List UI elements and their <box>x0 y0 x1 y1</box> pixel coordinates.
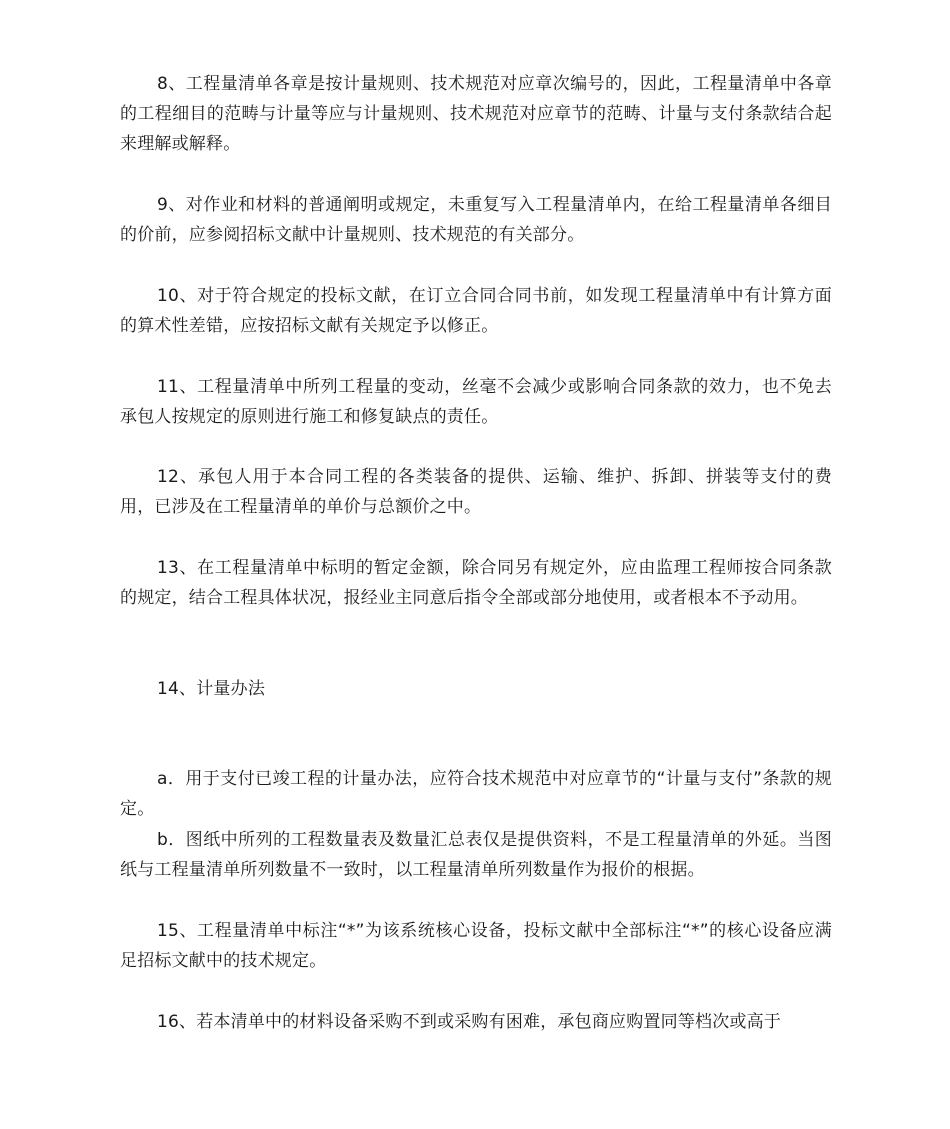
paragraph-item-14b: b．图纸中所列的工程数量表及数量汇总表仅是提供资料，不是工程量清单的外延。当图纸与工程量清单所列数量不一致时，以工程量清单所列数量作为报价的根据。 <box>120 830 832 880</box>
paragraph-item-14-heading: 14、计量办法 <box>157 679 266 699</box>
paragraph-item-11: 11、工程量清单中所列工程量的变动，丝毫不会减少或影响合同条款的效力，也不免去承包人按规定的原则进行施工和修复缺点的责任。 <box>120 377 832 427</box>
paragraph-item-9: 9、对作业和材料的普通阐明或规定，未重复写入工程量清单内，在给工程量清单各细目的价前，应参阅招标文献中计量规则、技术规范的有关部分。 <box>120 195 832 245</box>
paragraph-item-13: 13、在工程量清单中标明的暂定金额，除合同另有规定外，应由监理工程师按合同条款的规定，结合工程具体状况，报经业主同意后指令全部或部分地使用，或者根本不予动用。 <box>120 558 832 608</box>
paragraph-item-12: 12、承包人用于本合同工程的各类装备的提供、运输、维护、拆卸、拼装等支付的费用，已涉及在工程量清单的单价与总额价之中。 <box>120 467 832 517</box>
paragraph-item-10: 10、对于符合规定的投标文献，在订立合同合同书前，如发现工程量清单中有计算方面的算术性差错，应按招标文献有关规定予以修正。 <box>120 286 832 336</box>
paragraph-item-14a: a．用于支付已竣工程的计量办法，应符合技术规范中对应章节的“计量与支付”条款的规定。 <box>120 769 832 819</box>
paragraph-item-16: 16、若本清单中的材料设备采购不到或采购有困难，承包商应购置同等档次或高于 <box>157 1012 782 1032</box>
paragraph-item-8: 8、工程量清单各章是按计量规则、技术规范对应章次编号的，因此，工程量清单中各章的工程细目的范畴与计量等应与计量规则、技术规范对应章节的范畴、计量与支付条款结合起来理解或解释。 <box>120 74 832 154</box>
paragraph-item-15: 15、工程量清单中标注“*”为该系统核心设备，投标文献中全部标注“*”的核心设备应满足招标文献中的技术规定。 <box>120 921 832 971</box>
